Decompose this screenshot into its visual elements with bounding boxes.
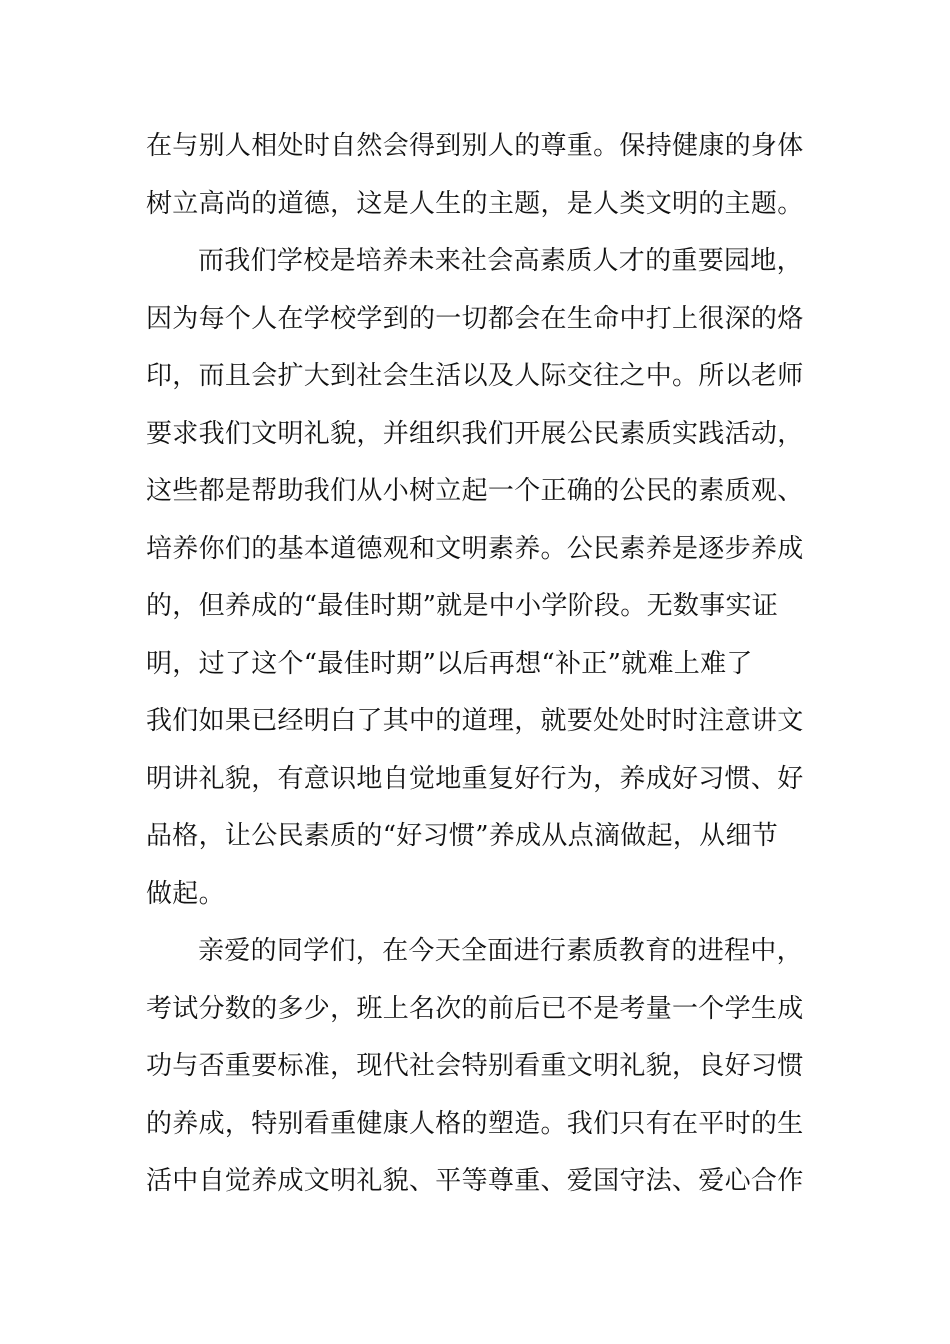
text-line: 活中自觉养成文明礼貌、平等尊重、爱国守法、爱心合作 <box>146 1166 804 1196</box>
text-line: 印，而且会扩大到社会生活以及人际交往之中。所以老师 <box>146 361 804 391</box>
text-line: 培养你们的基本道德观和文明素养。公民素养是逐步养成 <box>146 533 804 564</box>
text-line: 我们如果已经明白了其中的道理，就要处处时时注意讲文 <box>146 706 804 736</box>
paragraph-first-line: 亲爱的同学们，在今天全面进行素质教育的进程中， <box>198 936 803 966</box>
text-line: 做起。 <box>146 878 225 909</box>
text-line: 明讲礼貌，有意识地自觉地重复好行为，养成好习惯、好 <box>146 763 804 794</box>
text-line: 明，过了这个“最佳时期”以后再想“补正”就难上难了 <box>146 648 753 679</box>
text-line: 品格，让公民素质的“好习惯”养成从点滴做起，从细节 <box>146 821 779 851</box>
text-line: 这些都是帮助我们从小树立起一个正确的公民的素质观、 <box>146 476 804 506</box>
text-line: 的，但养成的“最佳时期”就是中小学阶段。无数事实证 <box>146 591 779 621</box>
text-line: 因为每个人在学校学到的一切都会在生命中打上很深的烙 <box>146 303 804 334</box>
text-line: 在与别人相处时自然会得到别人的尊重。保持健康的身体 <box>146 131 804 161</box>
text-line: 要求我们文明礼貌，并组织我们开展公民素质实践活动， <box>146 418 804 449</box>
text-line: 树立高尚的道德，这是人生的主题，是人类文明的主题。 <box>146 188 804 219</box>
text-line: 的养成，特别看重健康人格的塑造。我们只有在平时的生 <box>146 1108 804 1139</box>
text-line: 功与否重要标准，现代社会特别看重文明礼貌，良好习惯 <box>146 1051 804 1081</box>
paragraph-first-line: 而我们学校是培养未来社会高素质人才的重要园地， <box>198 246 803 276</box>
document-body <box>146 118 810 1211</box>
text-line: 考试分数的多少，班上名次的前后已不是考量一个学生成 <box>146 993 804 1024</box>
